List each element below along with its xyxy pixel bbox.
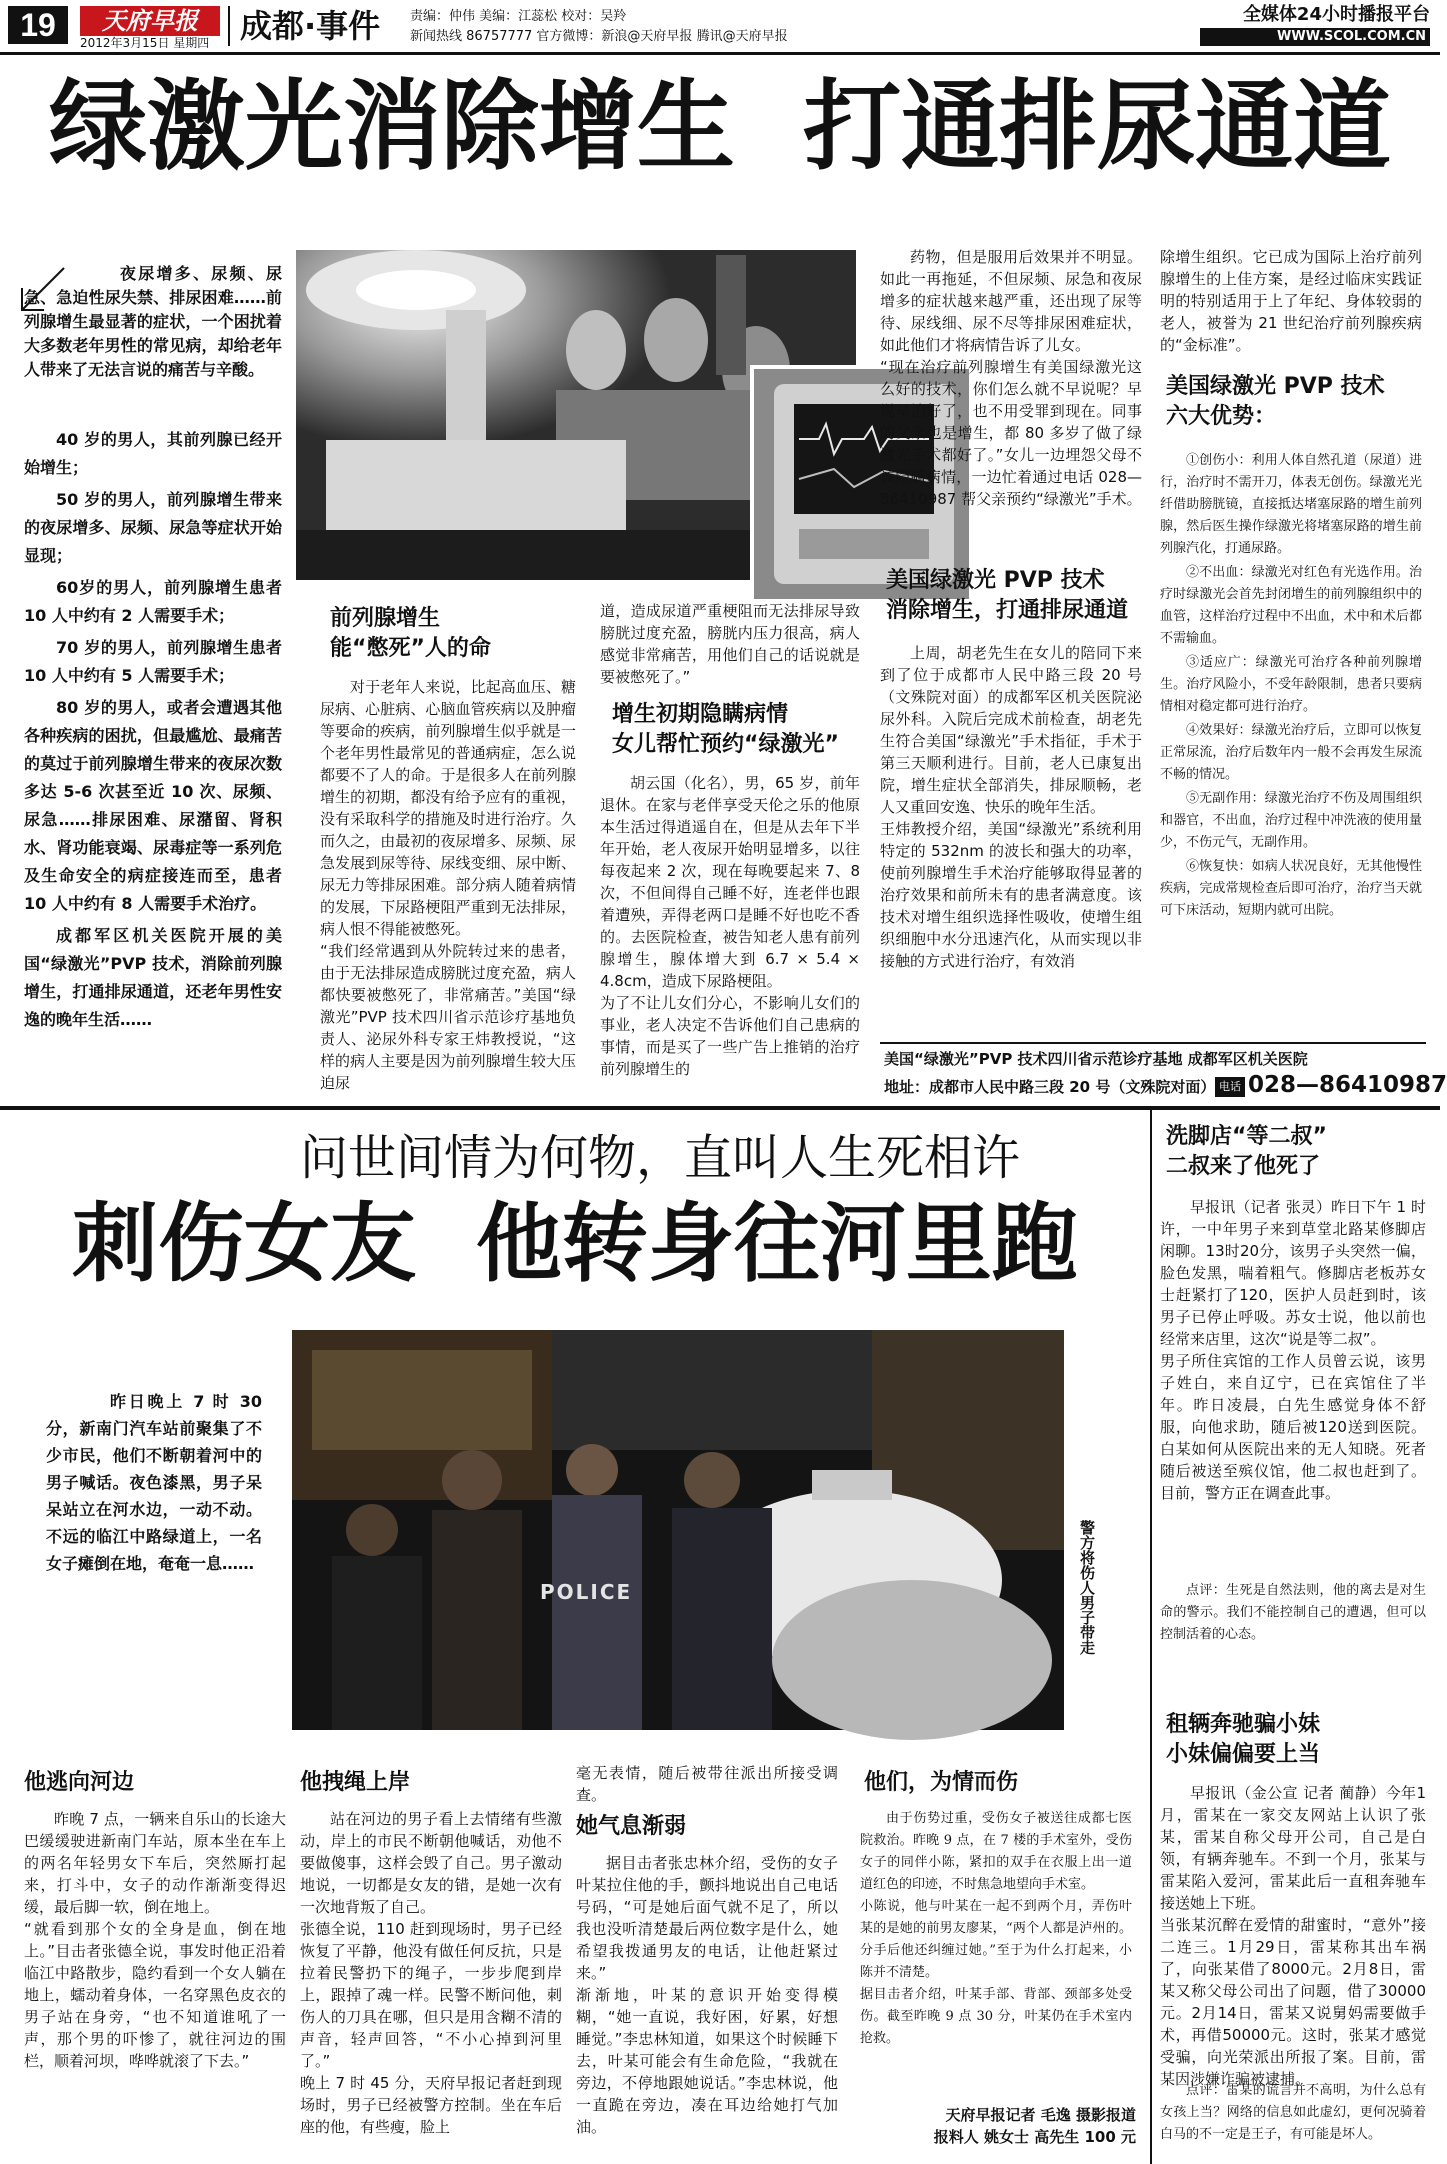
arrest-photo — [292, 1330, 1064, 1730]
lead-point: 80 岁的男人，或者会遭遇其他各种疾病的困扰，但最尴尬、最痛苦的莫过于前列腺增生带来的夜尿次数多达 5-6 次甚至近 10 次、尿频、尿急……排尿困难、尿潴留、肾积水、肾功能衰竭、尿毒症等一系列危及生命安全的病症接连而至，患者 10 人中约有 8 人需要手术治疗。 — [24, 698, 282, 913]
story1-sub2-title: 增生初期隐瞒病情 女儿帮忙预约“绿激光” — [612, 702, 839, 757]
hotline: 新闻热线 86757777 官方微博：新浪@天府早报 腾讯@天府早报 — [410, 29, 788, 44]
story1-sub1-title: 前列腺增生 能“憋死”人的命 — [330, 606, 491, 661]
story2-s1-title: 他逃向河边 — [24, 1770, 135, 1795]
story2-s2-text: 站在河边的男子看上去情绪有些激动，岸上的市民不断朝他喊话，劝他不要做傻事，这样会毁了自己。男子激动地说，一切都是女友的错，是她一次有一次地背叛了自己。 张德全说，110 赶到现场时，男子已经恢复了平静，他没有做任何反抗，只是拉着民警扔下的绳子，一步步爬到岸上，跟掉了魂一样。民警不断问他，刺伤人的刀具在哪，但只是用含糊不清的声音，轻声回答，“不小心掉到河里了。” 晚上 7 时 45 分，天府早报记者赶到现场时，男子已经被警方控制。坐在车后座的他，有些瘦，脸上 — [300, 1810, 562, 2136]
newspaper-logo: 天府早报 — [80, 6, 220, 36]
story2-s1-text: 昨晚 7 点，一辆来自乐山的长途大巴缓缓驶进新南门车站，原本坐在车上的两名年轻男女下车后，突然厮打起来，打斗中，女子的动作渐渐变得迟缓，最后脚一软，倒在地上。 “就看到那个女的全身是血，倒在地上。”目击者张德全说，事发时他正沿着临江中路散步，隐约看到一个女人躺在地上，蠕动着身体，一名穿黑色皮衣的男子站在身旁，“也不知道谁吼了一声，那个男的吓惨了，就往河边的围栏，顺着河坝，哗哗就滚了下去。” — [24, 1810, 286, 2070]
advantage-item: ③适应广：绿激光可治疗各种前列腺增生。治疗风险小，不受年龄限制，患者只要病情相对稳定都可进行治疗。 — [1160, 655, 1422, 714]
advantage-item: ④效果好：绿激光治疗后，立即可以恢复正常尿流，治疗后数年内一般不会再发生尿流不畅的情况。 — [1160, 723, 1422, 782]
advantages-list — [1160, 450, 1422, 1040]
lead-point: 40 岁的男人，其前列腺已经开始增生； — [24, 430, 282, 477]
side2-text: 早报讯（金公宣 记者 蔺静）今年1月，雷某在一家交友网站上认识了张某，雷某自称父母开公司，自己是白领，有辆奔驰车。不到一个月，张某与雷某陷入爱河，雷某此后一直租奔驰车接送她上下班。 当张某沉醉在爱情的甜蜜时，“意外”接二连三。1月29日，雷某称其出车祸了，向张某借了8000元。2月8日，雷某又称父母公司出了问题，借了30000元。2月14日，雷某又说舅妈需要做手术，再借50000元。这时，张某才感觉受骗，向光荣派出所报了案。目前，雷某因涉嫌诈骗被逮捕。 — [1160, 1784, 1426, 2088]
advertiser-address: 地址：成都市人民中路三段 20 号（文殊院对面） — [884, 1078, 1216, 1096]
police-vest-text: POLICE — [540, 1580, 633, 1604]
side2-title: 租辆奔驰骗小妹 小妹偏偏要上当 — [1166, 1712, 1321, 1767]
advantage-item: ②不出血：绿激光对红色有光选作用。治疗时绿激光会首先封闭增生的前列腺组织中的血管，这样治疗过程中不出血，术中和术后都不需输血。 — [1160, 565, 1422, 646]
side1-title: 洗脚店“等二叔” 二叔来了他死了 — [1166, 1124, 1327, 1179]
lead-point: 60岁的男人，前列腺增生患者 10 人中约有 2 人需要手术； — [24, 578, 282, 625]
advertiser-phone: 028—86410987 — [1248, 1072, 1447, 1098]
story1-lead-points — [24, 426, 282, 1098]
story2-s4-title: 他们，为情而伤 — [864, 1770, 1019, 1795]
lead-point: 成都军区机关医院开展的美国“绿激光”PVP 技术，消除前列腺增生，打通排尿通道，还老年男性安逸的晚年生活…… — [24, 926, 282, 1029]
page-number: 19 — [8, 6, 68, 44]
story2-s3-top: 毫无表情，随后被带往派出所接受调查。 — [576, 1764, 838, 1804]
masthead — [0, 0, 1440, 52]
issue-date: 2012年3月15日 星期四 — [80, 36, 210, 50]
media-platform: 全媒体24小时播报平台 — [1242, 4, 1430, 25]
story1-sub2-text: 胡云国（化名），男，65 岁，前年退休。在家与老伴享受天伦之乐的他原本生活过得逍遥自在，但是从去年下半年开始，老人夜尿开始明显增多，以往每夜起来 2 次，现在每晚要起来 7、8 次，不但间得自己睡不好，连老伴也跟着遭殃，弄得老两口是睡不好也吃不香的。去医院检查，被告知老人患有前列腺增生，腺体增大到 6.7 × 5.4 × 4.8cm，造成下尿路梗阻。 为了不让儿女们分心，不影响儿女们的事业，老人决定不告诉他们自己患病的事情，而是买了一些广告上推销的治疗前列腺增生的 — [600, 774, 860, 1078]
story1-sub3-text: 上周，胡老先生在女儿的陪同下来到了位于成都市人民中路三段 20 号（文殊院对面）的成都军区机关医院泌尿外科。入院后完成术前检查，胡老先生符合美国“绿激光”手术指征，手术于第三天顺利进行。目前，老人已康复出院，增生症状全部消失，排尿顺畅，老人又重回安逸、快乐的晚年生活。 王炜教授介绍，美国“绿激光”系统利用特定的 532nm 的波长和强大的功率，使前列腺增生手术治疗能够取得显著的治疗效果和前所未有的患者满意度。该技术对增生组织选择性吸收，使增生组织细胞中水分迅速汽化，从而实现以非接触的方式进行治疗，有效消 — [880, 644, 1142, 970]
story2-credit: 天府早报记者 毛逸 摄影报道 报料人 姚女士 高先生 100 元 — [933, 2106, 1136, 2146]
side2-comment: 点评：雷某的谎言并不高明，为什么总有女孩上当？网络的信息如此虚幻，更何况骑着白马的不一定是王子，有可能是坏人。 — [1160, 2083, 1426, 2142]
section-title: 成都·事件 — [228, 6, 410, 46]
lead-point: 50 岁的男人，前列腺增生带来的夜尿增多、尿频、尿急等症状开始显现； — [24, 490, 282, 565]
staff-line: 责编：仲伟 美编：江蕊松 校对：吴羚 — [410, 9, 627, 24]
story1-col5-text: 除增生组织。它已成为国际上治疗前列腺增生的上佳方案，是经过临床实践证明的特别适用于上了年纪、身体较弱的老人，被誉为 21 世纪治疗前列腺疾病的“金标准”。 — [1160, 248, 1422, 354]
story2-kicker: 问世间情为何物，直叫人生死相许 — [299, 1130, 1020, 1186]
column-divider — [1150, 1110, 1152, 2164]
advantage-item: ①创伤小：利用人体自然孔道（尿道）进行，治疗时不需开刀，体表无创伤。绿激光光纤借助膀胱镜，直接抵达堵塞尿路的增生前列腺，然后医生操作绿激光将堵塞尿路的增生前列腺汽化，打通尿路。 — [1160, 453, 1422, 556]
photo-caption: 警方将伤人男子带走 — [1078, 1520, 1096, 1655]
advantages-title: 美国绿激光 PVP 技术 六大优势： — [1166, 374, 1385, 429]
masthead-rule — [0, 52, 1440, 55]
lead-point: 70 岁的男人，前列腺增生患者 10 人中约有 5 人需要手术； — [24, 638, 282, 685]
story2-s3-text: 据目击者张忠林介绍，受伤的女子叶某拉住他的手，颤抖地说出自己电话号码，“可是她后面气就不足了，所以我也没听清楚最后两位数字是什么，她希望我拨通男友的电话，让他赶紧过来。” 渐渐地，叶某的意识开始变得模糊，“她一直说，我好困，好累，好想睡觉。”李忠林知道，如果这个时候睡下去，叶某可能会有生命危险，“我就在旁边，不停地跟她说话。”李忠林说，他一直跪在旁边，凑在耳边给她打气加油。 — [576, 1854, 838, 2136]
story2-lead: 昨日晚上 7 时 30 分，新南门汽车站前聚集了不少市民，他们不断朝着河中的男子喊话。夜色漆黑，男子呆呆站立在河水边，一动不动。不远的临江中路绿道上，一名女子瘫倒在地，奄奄一息…… — [46, 1392, 262, 1573]
story1-col4-text: 药物，但是服用后效果并不明显。如此一再拖延，不但尿频、尿急和夜尿增多的症状越来越严重，还出现了尿等待、尿线细、尿不尽等排尿困难症状，如此他们才将病情告诉了儿女。 “现在治疗前列腺增生有美国绿激光这么好的技术，你们怎么就不早说呢？早说早治好了，也不用受罪到现在。同事的父亲也是增生，都 80 多岁了做了绿激光手术都好了。”女儿一边埋怨父母不该隐瞒病情，一边忙着通过电话 028—86410987 帮父亲预约“绿激光”手术。 — [880, 248, 1142, 508]
story2-s2-title: 他拽绳上岸 — [300, 1770, 411, 1795]
story2-s4-text: 由于伤势过重，受伤女子被送往成都七医院救治。昨晚 9 点，在 7 楼的手术室外，受伤女子的同伴小陈，紧扣的双手在衣服上出一道道红色的印迹，不时焦急地望向手术室。 小陈说，他与叶某在一起不到两个月，弄伤叶某的是她的前男友廖某，“两个人都是泸州的。分手后他还纠缠过她。”至于为什么打起来，小陈并不清楚。 据目击者介绍，叶某手部、背部、颈部多处受伤。截至昨晚 9 点 30 分，叶某仍在手术室内抢救。 — [860, 1811, 1132, 2046]
story1-headline: 绿激光消除增生 打通排尿通道 — [48, 70, 1392, 184]
story1-lead: 夜尿增多、尿频、尿急、急迫性尿失禁、排尿困难……前列腺增生最显著的症状，一个困扰着大多数老年男性的常见病，却给老年人带来了无法言说的痛苦与辛酸。 — [24, 264, 282, 379]
advertiser-line: 美国“绿激光”PVP 技术四川省示范诊疗基地 成都军区机关医院 — [884, 1050, 1308, 1068]
advertiser-box — [880, 1042, 1447, 1102]
advantage-item: ⑤无副作用：绿激光治疗不伤及周围组织和器官，不出血，治疗过程中冲洗液的使用量少，不伤元气，无副作用。 — [1160, 791, 1422, 850]
story2-s3-title: 她气息渐弱 — [576, 1814, 687, 1839]
side1-comment: 点评：生死是自然法则，他的离去是对生命的警示。我们不能控制自己的遭遇，但可以控制活着的心态。 — [1160, 1583, 1426, 1642]
section-divider — [0, 1106, 1440, 1110]
story2-headline: 刺伤女友 他转身往河里跑 — [72, 1194, 1078, 1294]
story1-sub3-title: 美国绿激光 PVP 技术 消除增生，打通排尿通道 — [886, 568, 1129, 623]
advantage-item: ⑥恢复快：如病人状况良好，无其他慢性疾病，完成常规检查后即可治疗，治疗当天就可下床活动，短期内就可出院。 — [1160, 859, 1422, 918]
site-url: WWW.SCOL.COM.CN — [1200, 28, 1430, 46]
story1-col3-top: 道，造成尿道严重梗阻而无法排尿导致膀胱过度充盈，膀胱内压力很高，病人感觉非常痛苦，用他们自己的话说就是要被憋死了。” — [600, 602, 860, 686]
phone-icon: 电话 — [1215, 1077, 1245, 1097]
side1-text: 早报讯（记者 张灵）昨日下午 1 时许，一中年男子来到草堂北路某修脚店闲聊。13时20分，该男子头突然一偏，脸色发黑，喘着粗气。修脚店老板苏女士赶紧打了120，医护人员赶到时，该男子已停止呼吸。苏女士说，他以前也经常来店里，这次“说是等二叔”。 男子所住宾馆的工作人员曾云说，该男子姓白，来自辽宁，已在宾馆住了半年。昨日凌晨，白先生感觉身体不舒服，向他求助，随后被120送到医院。白某如何从医院出来的无人知晓。死者随后被送至殡仪馆，他二叔也赶到了。目前，警方正在调查此事。 — [1160, 1198, 1426, 1502]
story1-sub1-text: 对于老年人来说，比起高血压、糖尿病、心脏病、心脑血管疾病以及肿瘤等要命的疾病，前列腺增生似乎就是一个老年男性最常见的普通病症，怎么说都要不了人的命。于是很多人在前列腺增生的初期，都没有给予应有的重视，没有采取科学的措施及时进行治疗。久而久之，由最初的夜尿增多、尿频、尿急发展到尿等待、尿线变细、尿中断、尿无力等排尿困难。部分病人随着病情的发展，下尿路梗阻严重到无法排尿，病人恨不得能被憋死。 “我们经常遇到从外院转过来的患者，由于无法排尿造成膀胱过度充盈，病人都快要被憋死了，非常痛苦。”美国“绿激光”PVP 技术四川省示范诊疗基地负责人、泌尿外科专家王炜教授说，“这样的病人主要是因为前列腺增生较大压迫尿 — [320, 678, 576, 1092]
